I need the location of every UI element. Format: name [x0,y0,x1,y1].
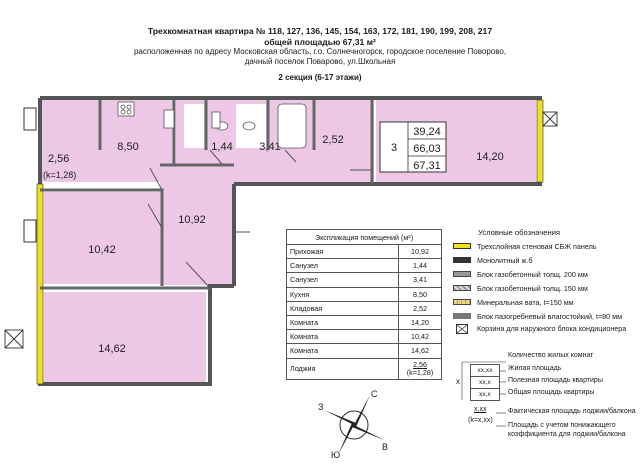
legend-title: Условные обозначения [478,228,561,237]
explication-header-row [287,230,442,245]
stove-icon [118,102,134,116]
table-cell-value: 10,42 [399,330,442,344]
summary-rooms-count: 3 [390,142,398,154]
room-bottom-left-area: 14,62 [98,343,126,355]
room-storage-area: 2,52 [322,134,344,146]
windows [24,108,36,242]
legend-swatch [453,257,471,263]
table-cell-name: Санузел [287,273,399,287]
key-rooms-count-label: Количество жилых комнат [508,352,594,359]
explication-table [286,229,442,380]
summary-useful-area: 66,03 [413,143,441,155]
summary-living-area: 39,24 [413,126,441,138]
plan-address-line-1: расположенная по адресу Московская область, г.о. Солнечногорск, городское поселение Поворово, [133,47,507,56]
table-cell-value: 3,41 [399,273,442,287]
compass-rose [318,389,388,460]
bathtub-icon [278,104,306,148]
section-label: 2 секция (6-17 этажи) [278,73,362,82]
stove-burner-icon [127,105,131,109]
room-loggia-k: (k=1,28) [43,170,77,180]
plan-area-line: общей площадью 67,31 м² [264,37,376,47]
shaft-void [184,104,204,148]
table-row [287,315,442,329]
room-kitchen-area: 8,50 [117,141,139,153]
table-cell-name: Санузел [287,259,399,273]
key-useful-label: Полезная площадь квартиры [508,377,603,384]
legend-swatch [453,243,471,249]
table-cell-value [399,358,442,379]
room-hall-area: 10,92 [178,214,206,226]
legend-swatch [453,285,471,291]
room-left-area: 10,42 [88,244,116,256]
loggia-actual-area: 2,56 [413,359,427,369]
legend-label: Блок пазогребневый влагостойкий, t=80 мм [477,312,623,321]
table-cell-value: 2,52 [399,301,442,315]
key-loggia-reduced-label-2: коэффициента для лоджии/балкона [508,431,626,438]
compass-n-label: С [371,389,378,399]
table-cell-name: Прихожая [287,245,399,259]
sbj-right [537,100,543,182]
washbasin-icon [212,112,220,128]
plan-address-line-2: дачный поселок Поварово, ул.Школьная [244,57,396,66]
legend-label: Корзина для наружного блока кондиционера [477,324,627,333]
legend-swatch [453,313,471,319]
explication-title: Экспликация помещений (м²) [287,230,442,245]
legend-swatch [453,299,471,305]
plan-title: Трехкомнатная квартира № 118, 127, 136, 145, 154, 163, 172, 181, 190, 199, 208, 217 [147,26,493,36]
key-living-placeholder: xx,xx [470,364,500,377]
key-loggia-fact-value: x,xx [474,406,487,413]
sbj-left [37,184,43,384]
summary-box [380,122,446,172]
table-cell-name: Комната [287,315,399,329]
key-useful-placeholder: xx,x [470,376,500,389]
table-cell-value: 14,62 [399,344,442,358]
table-cell-value: 8,50 [399,287,442,301]
stove-burner-icon [121,105,125,109]
table-cell-name: Кухня [287,287,399,301]
table-row [287,344,442,358]
table-row [287,301,442,315]
table-row-loggia [287,358,442,379]
legend-label: Монолитный ж.б [477,256,533,265]
stove-burner-icon [121,110,125,114]
legend-label: Трехслойная стеновая СБЖ панель [477,242,597,251]
key-living-label: Жилая площадь [508,365,562,372]
legend-label: Минеральная вата, t=150 мм [477,298,574,307]
key-total-label: Общая площадь квартиры [508,389,595,396]
window-loggia-icon [24,108,36,130]
table-row [287,259,442,273]
table-cell-name: Кладовая [287,301,399,315]
table-row [287,273,442,287]
stove-burner-icon [127,110,131,114]
table-row [287,245,442,259]
table-cell-name: Комната [287,330,399,344]
room-loggia-area: 2,56 [48,153,70,165]
table-row [287,287,442,301]
room-bottom-left-fill [44,292,206,384]
legend-swatch [453,271,471,277]
toilet-2-icon [243,122,255,130]
key-loggia-fact-label: Фактическая площадь лоджии/балкона [508,408,636,415]
room-bath2-area: 3,41 [259,141,281,153]
table-cell-value: 14,20 [399,315,442,329]
table-cell-name: Лоджия [287,358,399,379]
sink-icon [164,110,174,128]
table-row [287,330,442,344]
room-left-fill [44,192,162,284]
compass-w-label: З [318,402,324,412]
loggia-reduced-area: (k=1,28) [406,367,434,377]
key-total-placeholder: xx,x [470,388,500,401]
table-cell-value: 10,92 [399,245,442,259]
legend-label: Блок газобетонный толщ. 200 мм [477,270,588,279]
table-cell-value: 1,44 [399,259,442,273]
table-cell-name: Комната [287,344,399,358]
compass-e-label: В [382,442,389,452]
key-loggia-reduced-label-1: Площадь с учетом понижающего [508,422,616,429]
room-bath1-area: 1,44 [211,141,233,153]
key-loggia-reduced-value: (k=x,xx) [468,417,493,424]
key-x-mark: x [456,377,460,386]
summary-total-area: 67,31 [413,160,441,172]
ac-basket-legend-icon [456,324,468,334]
room-top-right-area: 14,20 [476,151,504,163]
legend-label: Блок газобетонный толщ. 150 мм [477,284,588,293]
compass-s-label: Ю [331,450,341,460]
window-room-left-icon [24,220,36,242]
